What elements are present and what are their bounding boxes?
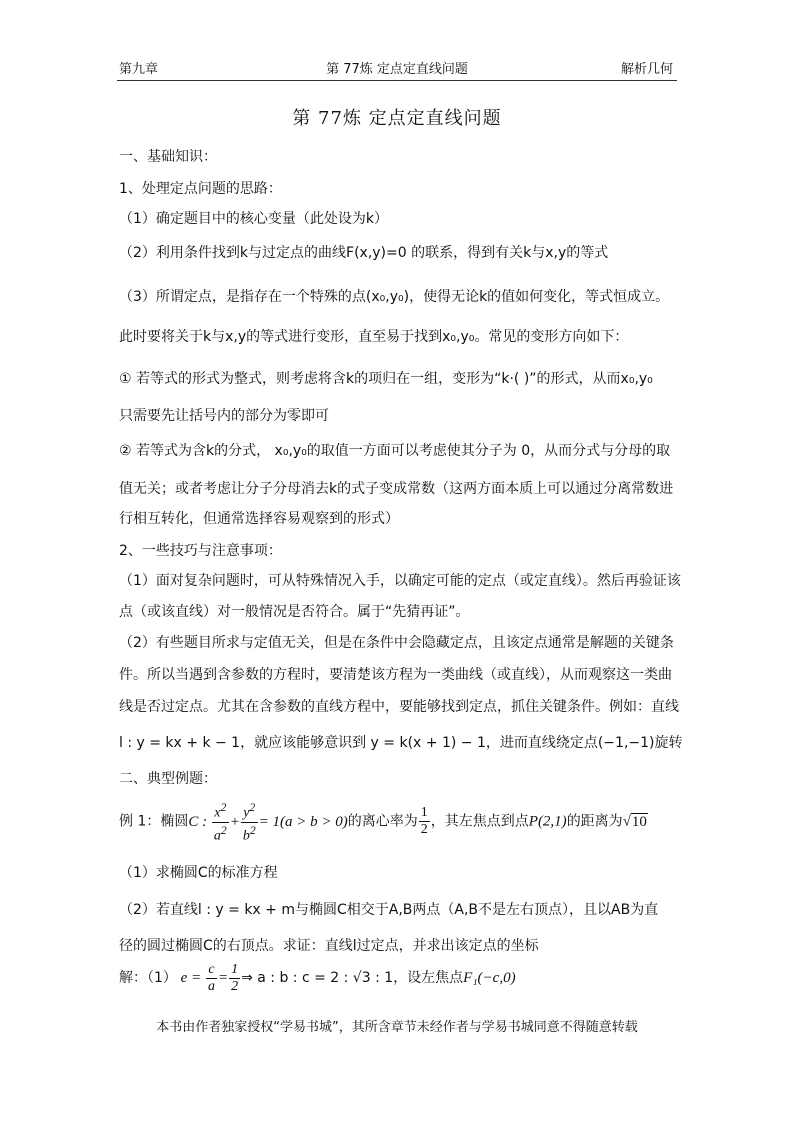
item3: （3）所谓定点，是指存在一个特殊的点(x₀,y₀)，使得无论k的值如何变化，等式恒成立。 (119, 289, 670, 305)
question1: （1）求椭圆C的标准方程 (119, 865, 278, 881)
header-chapter: 第九章 (119, 62, 159, 77)
eccentricity-label: 的离心率为 (347, 813, 418, 830)
tip2-line4: l : y = kx + k − 1，就应该能够意识到 y = k(x + 1) − 1，进而直线绕定点(−1,−1)旋转 (119, 735, 683, 751)
focus-point: F₁(−c,0) (463, 969, 516, 986)
case2-line1: ② 若等式为含k的分式， x₀,y₀的取值一方面可以考虑使其分子为 0，从而分式与分母的取 (119, 443, 671, 459)
header-divider (117, 80, 677, 81)
item1: （1）确定题目中的核心变量（此处设为k） (119, 211, 389, 227)
eccentricity-value: $\frac{1}{2}$ (420, 805, 428, 838)
ellipse-equation: C : $\frac{x^2}{a^2}$ + $\frac{y^2}{b^2}$ = 1(a > b > 0) (188, 801, 348, 844)
solution-ratio: ⇒ a : b : c = 2 : √3 : 1，设左焦点 (241, 969, 464, 986)
focus-label: ，其左焦点到点 (430, 813, 529, 830)
tip1-line1: （1）面对复杂问题时，可从特殊情况入手，以确定可能的定点（或定直线）。然后再验证该 (119, 573, 681, 589)
distance-label: 的距离为 (566, 813, 623, 830)
section1-heading: 一、基础知识： (119, 149, 217, 165)
tip2-line3: 线是否过定点。尤其在含参数的直线方程中，要能够找到定点，抓住关键条件。例如：直线 (119, 699, 679, 715)
case1-line1: ① 若等式的形式为整式，则考虑将含k的项归在一组，变形为“k·( )”的形式，从而x₀,y₀ (119, 371, 653, 387)
solution-line (119, 962, 516, 995)
solution-prefix: 解：（1） (119, 969, 177, 986)
sub1-heading: 1、处理定点问题的思路： (119, 181, 282, 197)
sqrt-ten: √10 (622, 813, 647, 830)
case1-line2: 只需要先让括号内的部分为零即可 (119, 408, 329, 424)
point-p: P(2,1) (528, 813, 567, 830)
header-lesson: 第 77炼 定点定直线问题 (326, 62, 468, 77)
case2-line3: 行相互转化，但通常选择容易观察到的形式） (119, 511, 399, 527)
item3-continued: 此时要将关于k与x,y的等式进行变形，直至易于找到x₀,y₀。常见的变形方向如下： (119, 329, 629, 345)
item2: （2）利用条件找到k与过定点的曲线F(x,y)=0 的联系，得到有关k与x,y的等式 (119, 245, 609, 261)
header-subject: 解析几何 (620, 62, 673, 77)
question2-line1: （2）若直线l : y = kx + m与椭圆C相交于A,B两点（A,B不是左右顶点），且以AB为直 (119, 902, 659, 918)
eccentricity-equation: e = $\frac{c}{a}$ = $\frac{1}{2}$ (176, 962, 239, 994)
section2-heading: 二、典型例题： (119, 771, 217, 787)
sub2-heading: 2、一些技巧与注意事项： (119, 543, 282, 559)
tip1-line2: 点（或该直线）对一般情况是否符合。属于“先猜再证”。 (119, 604, 470, 620)
footer-copyright: 本书由作者独家授权“学易书城”，其所含章节未经作者与学易书城同意不得随意转载 (156, 1020, 638, 1035)
case2-line2: 值无关；或者考虑让分子分母消去k的式子变成常数（这两方面本质上可以通过分离常数进 (119, 481, 674, 497)
tip2-line2: 件。所以当遇到含参数的方程时，要清楚该方程为一类曲线（或直线），从而观察这一类曲 (119, 667, 672, 683)
page-title: 第 77炼 定点定直线问题 (292, 108, 502, 129)
example1-statement (119, 800, 648, 844)
question2-line2: 径的圆过椭圆C的右顶点。求证：直线l过定点，并求出该定点的坐标 (119, 938, 539, 954)
tip2-line1: （2）有些题目所求与定值无关，但是在条件中会隐藏定点，且该定点通常是解题的关键条 (119, 635, 674, 651)
example1-prefix: 例 1：椭圆 (119, 813, 189, 830)
